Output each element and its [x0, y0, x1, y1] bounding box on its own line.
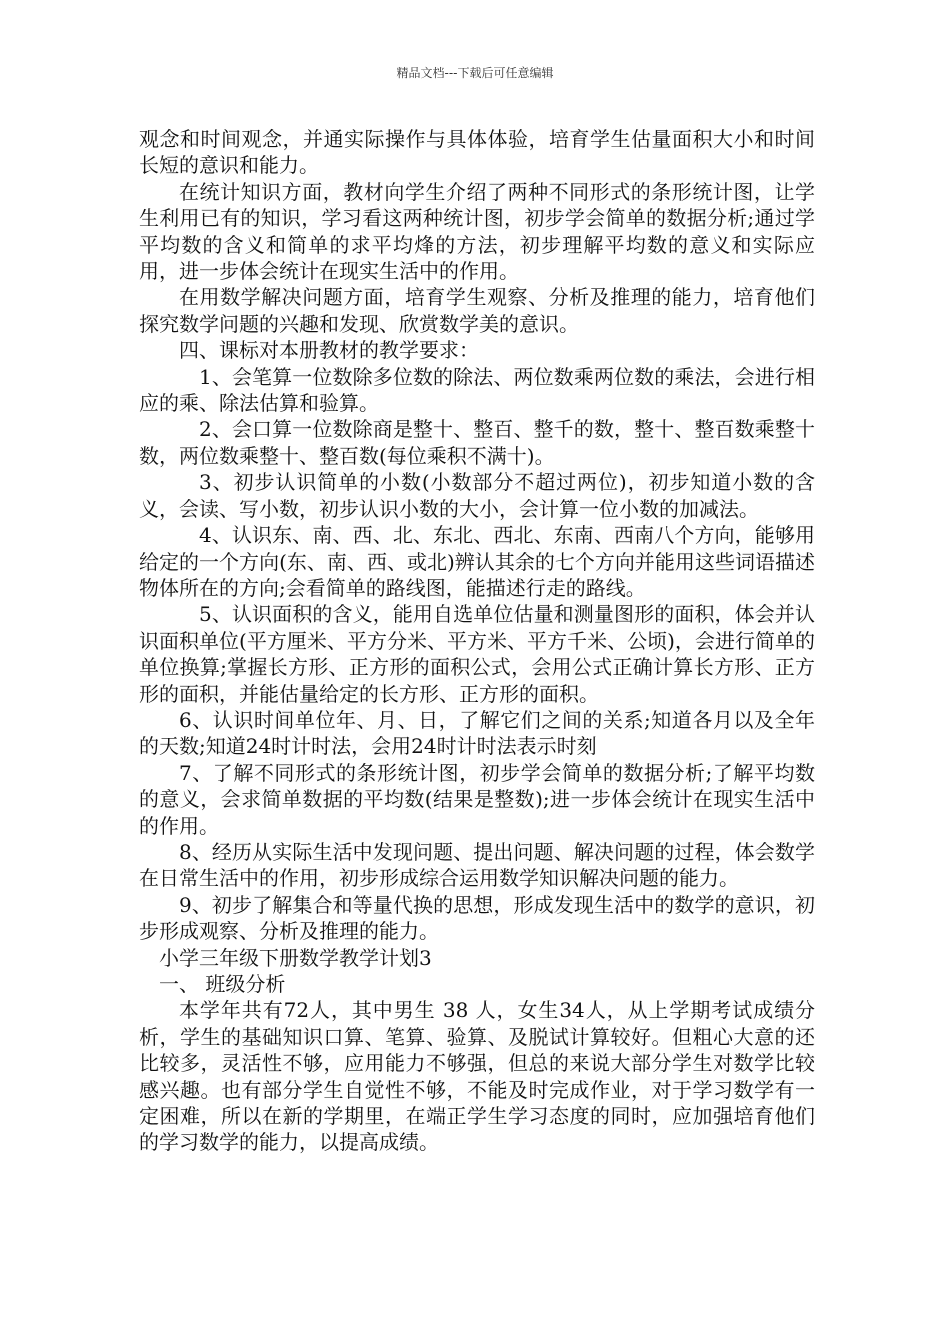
- requirement-item-6: 6、认识时间单位年、月、日，了解它们之间的关系;知道各月以及全年的天数;知道24时计时法，会用24时计时法表示时刻: [139, 707, 815, 759]
- requirement-item-4: 4、认识东、南、西、北、东北、西北、东南、西南八个方向，能够用给定的一个方向(东、南、西、或北)辨认其余的七个方向并能用这些词语描述物体所在的方向;会看简单的路线图，能描述行走的路线。: [139, 523, 815, 600]
- requirement-item-7: 7、了解不同形式的条形统计图，初步学会简单的数据分析;了解平均数的意义，会求简单数据的平均数(结果是整数);进一步体会统计在现实生活中的作用。: [139, 760, 815, 838]
- requirement-item-3: 3、初步认识简单的小数(小数部分不超过两位)，初步知道小数的含义，会读、写小数，初步认识小数的大小，会计算一位小数的加减法。: [139, 470, 815, 521]
- document-body: [139, 126, 815, 1156]
- paragraph-3: 在用数学解决问题方面，培育学生观察、分析及推理的能力，培育他们探究数学问题的兴趣和发现、欣赏数学美的意识。: [139, 285, 815, 336]
- paragraph-2: 在统计知识方面，教材向学生介绍了两种不同形式的条形统计图，让学生利用已有的知识，学习看这两种统计图，初步学会简单的数据分析;通过学平均数的含义和简单的求平均烽的方法，初步理解平均数的意义和实际应用，进一步体会统计在现实生活中的作用。: [139, 179, 815, 284]
- requirement-item-8: 8、经历从实际生活中发现问题、提出问题、解决问题的过程，体会数学在日常生活中的作用，初步形成综合运用数学知识解决问题的能力。: [139, 839, 815, 891]
- requirement-item-1: 1、会笔算一位数除多位数的除法、两位数乘两位数的乘法，会进行相应的乘、除法估算和验算。: [139, 364, 815, 416]
- class-analysis-paragraph: 本学年共有72人，其中男生 38 人，女生34人，从上学期考试成绩分析，学生的基础知识口算、笔算、验算、及脱试计算较好。但粗心大意的还比较多，灵活性不够，应用能力不够强，但总的来说大部分学生对数学比较感兴趣。也有部分学生自觉性不够，不能及时完成作业，对于学习数学有一定困难，所以在新的学期里，在端正学生学习态度的同时，应加强培育他们的学习数学的能力，以提高成绩。: [139, 998, 815, 1155]
- section-heading-4: 四、课标对本册教材的教学要求：: [179, 338, 479, 363]
- page-header: 精品文档---下载后可任意编辑: [396, 66, 554, 80]
- requirement-item-2: 2、会口算一位数除商是整十、整百、整千的数，整十、整百数乘整十数，两位数乘整十、整百数(每位乘积不满十)。: [139, 417, 815, 468]
- requirement-item-9: 9、初步了解集合和等量代换的思想，形成发现生活中的数学的意识，初步形成观察、分析及推理的能力。: [139, 892, 815, 944]
- plan-title: 小学三年级下册数学教学计划3: [159, 945, 432, 970]
- class-analysis-heading: 一、 班级分析: [159, 972, 286, 996]
- requirement-item-5: 5、认识面积的含义，能用自选单位估量和测量图形的面积，体会并认识面积单位(平方厘米、平方分米、平方米、平方千米、公顷)，会进行简单的单位换算;掌握长方形、正方形的面积公式，会用公式正确计算长方形、正方形的面积，并能估量给定的长方形、正方形的面积。: [139, 602, 815, 706]
- paragraph-1: 观念和时间观念，并通实际操作与具体体验，培育学生估量面积大小和时间长短的意识和能力。: [139, 127, 815, 178]
